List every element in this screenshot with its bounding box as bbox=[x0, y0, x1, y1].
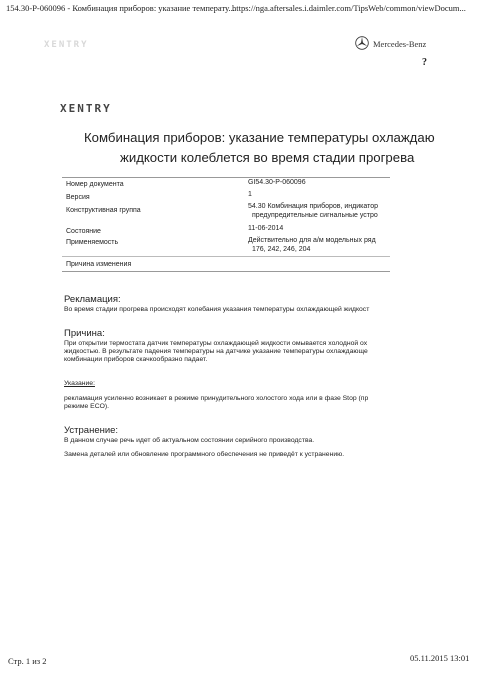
meta-label-version: Версия bbox=[66, 194, 90, 201]
meta-label-status: Состояние bbox=[66, 228, 101, 235]
section-heading-note: Указание: bbox=[64, 380, 95, 387]
help-icon[interactable]: ? bbox=[422, 57, 427, 68]
meta-value-status: 11-06-2014 bbox=[248, 225, 284, 232]
meta-value-applicability-line2: 176, 242, 246, 204 bbox=[252, 246, 311, 253]
ghost-xentry-logo: XENTRY bbox=[44, 40, 89, 50]
document-title-line2: жидкости колеблется во время стадии прогрева bbox=[120, 150, 415, 165]
meta-label-group: Конструктивная группа bbox=[66, 207, 141, 214]
print-datetime: 05.11.2015 13:01 bbox=[410, 653, 470, 663]
print-header-title: 154.30-P-060096 - Комбинация приборов: указание температу... bbox=[6, 3, 235, 13]
section-text-cause-3: комбинации приборов скачкообразно падает. bbox=[64, 356, 208, 363]
section-text-note-1: рекламация усиленно возникает в режиме принудительного холостого хода или в фазе Stop (пр bbox=[64, 395, 369, 402]
section-heading-complaint: Рекламация: bbox=[64, 294, 121, 305]
document-title-line1: Комбинация приборов: указание температуры охлаждаю bbox=[84, 130, 435, 145]
page-counter: Стр. 1 из 2 bbox=[8, 656, 47, 666]
print-header-url: https://nga.aftersales.i.daimler.com/TipsWeb/common/viewDocum... bbox=[232, 3, 466, 13]
section-text-note-2: режиме ECO). bbox=[64, 403, 110, 410]
meta-label-change-reason: Причина изменения bbox=[66, 261, 132, 268]
meta-value-version: 1 bbox=[248, 191, 252, 198]
xentry-logo: XENTRY bbox=[60, 102, 112, 115]
section-text-cause-1: При открытии термостата датчик температуры охлаждающей жидкости омывается холодной ох bbox=[64, 340, 368, 347]
section-text-remedy-1: В данном случае речь идет об актуальном состоянии серийного производства. bbox=[64, 437, 315, 444]
section-heading-cause: Причина: bbox=[64, 328, 105, 339]
meta-value-doc-number: GI54.30-P-060096 bbox=[248, 179, 306, 186]
section-heading-remedy: Устранение: bbox=[64, 425, 119, 436]
section-text-complaint-1: Во время стадии прогрева происходят колебания указания температуры охлаждающей жидкост bbox=[64, 306, 370, 313]
section-text-remedy-2: Замена деталей или обновление программного обеспечения не приведёт к устранению. bbox=[64, 451, 345, 458]
meta-value-group: 54.30 Комбинация приборов, индикатор bbox=[248, 203, 379, 210]
section-text-cause-2: жидкостью. В результате падения температуры на датчике указание температуры охлаждающе bbox=[64, 348, 368, 355]
meta-label-doc-number: Номер документа bbox=[66, 181, 124, 188]
brand-name: Mercedes-Benz bbox=[373, 39, 427, 49]
meta-value-group-line2: предупредительные сигнальные устро bbox=[252, 212, 378, 219]
meta-value-applicability: Действительно для а/м модельных ряд bbox=[248, 237, 376, 244]
meta-label-applicability: Применяемость bbox=[66, 239, 119, 246]
